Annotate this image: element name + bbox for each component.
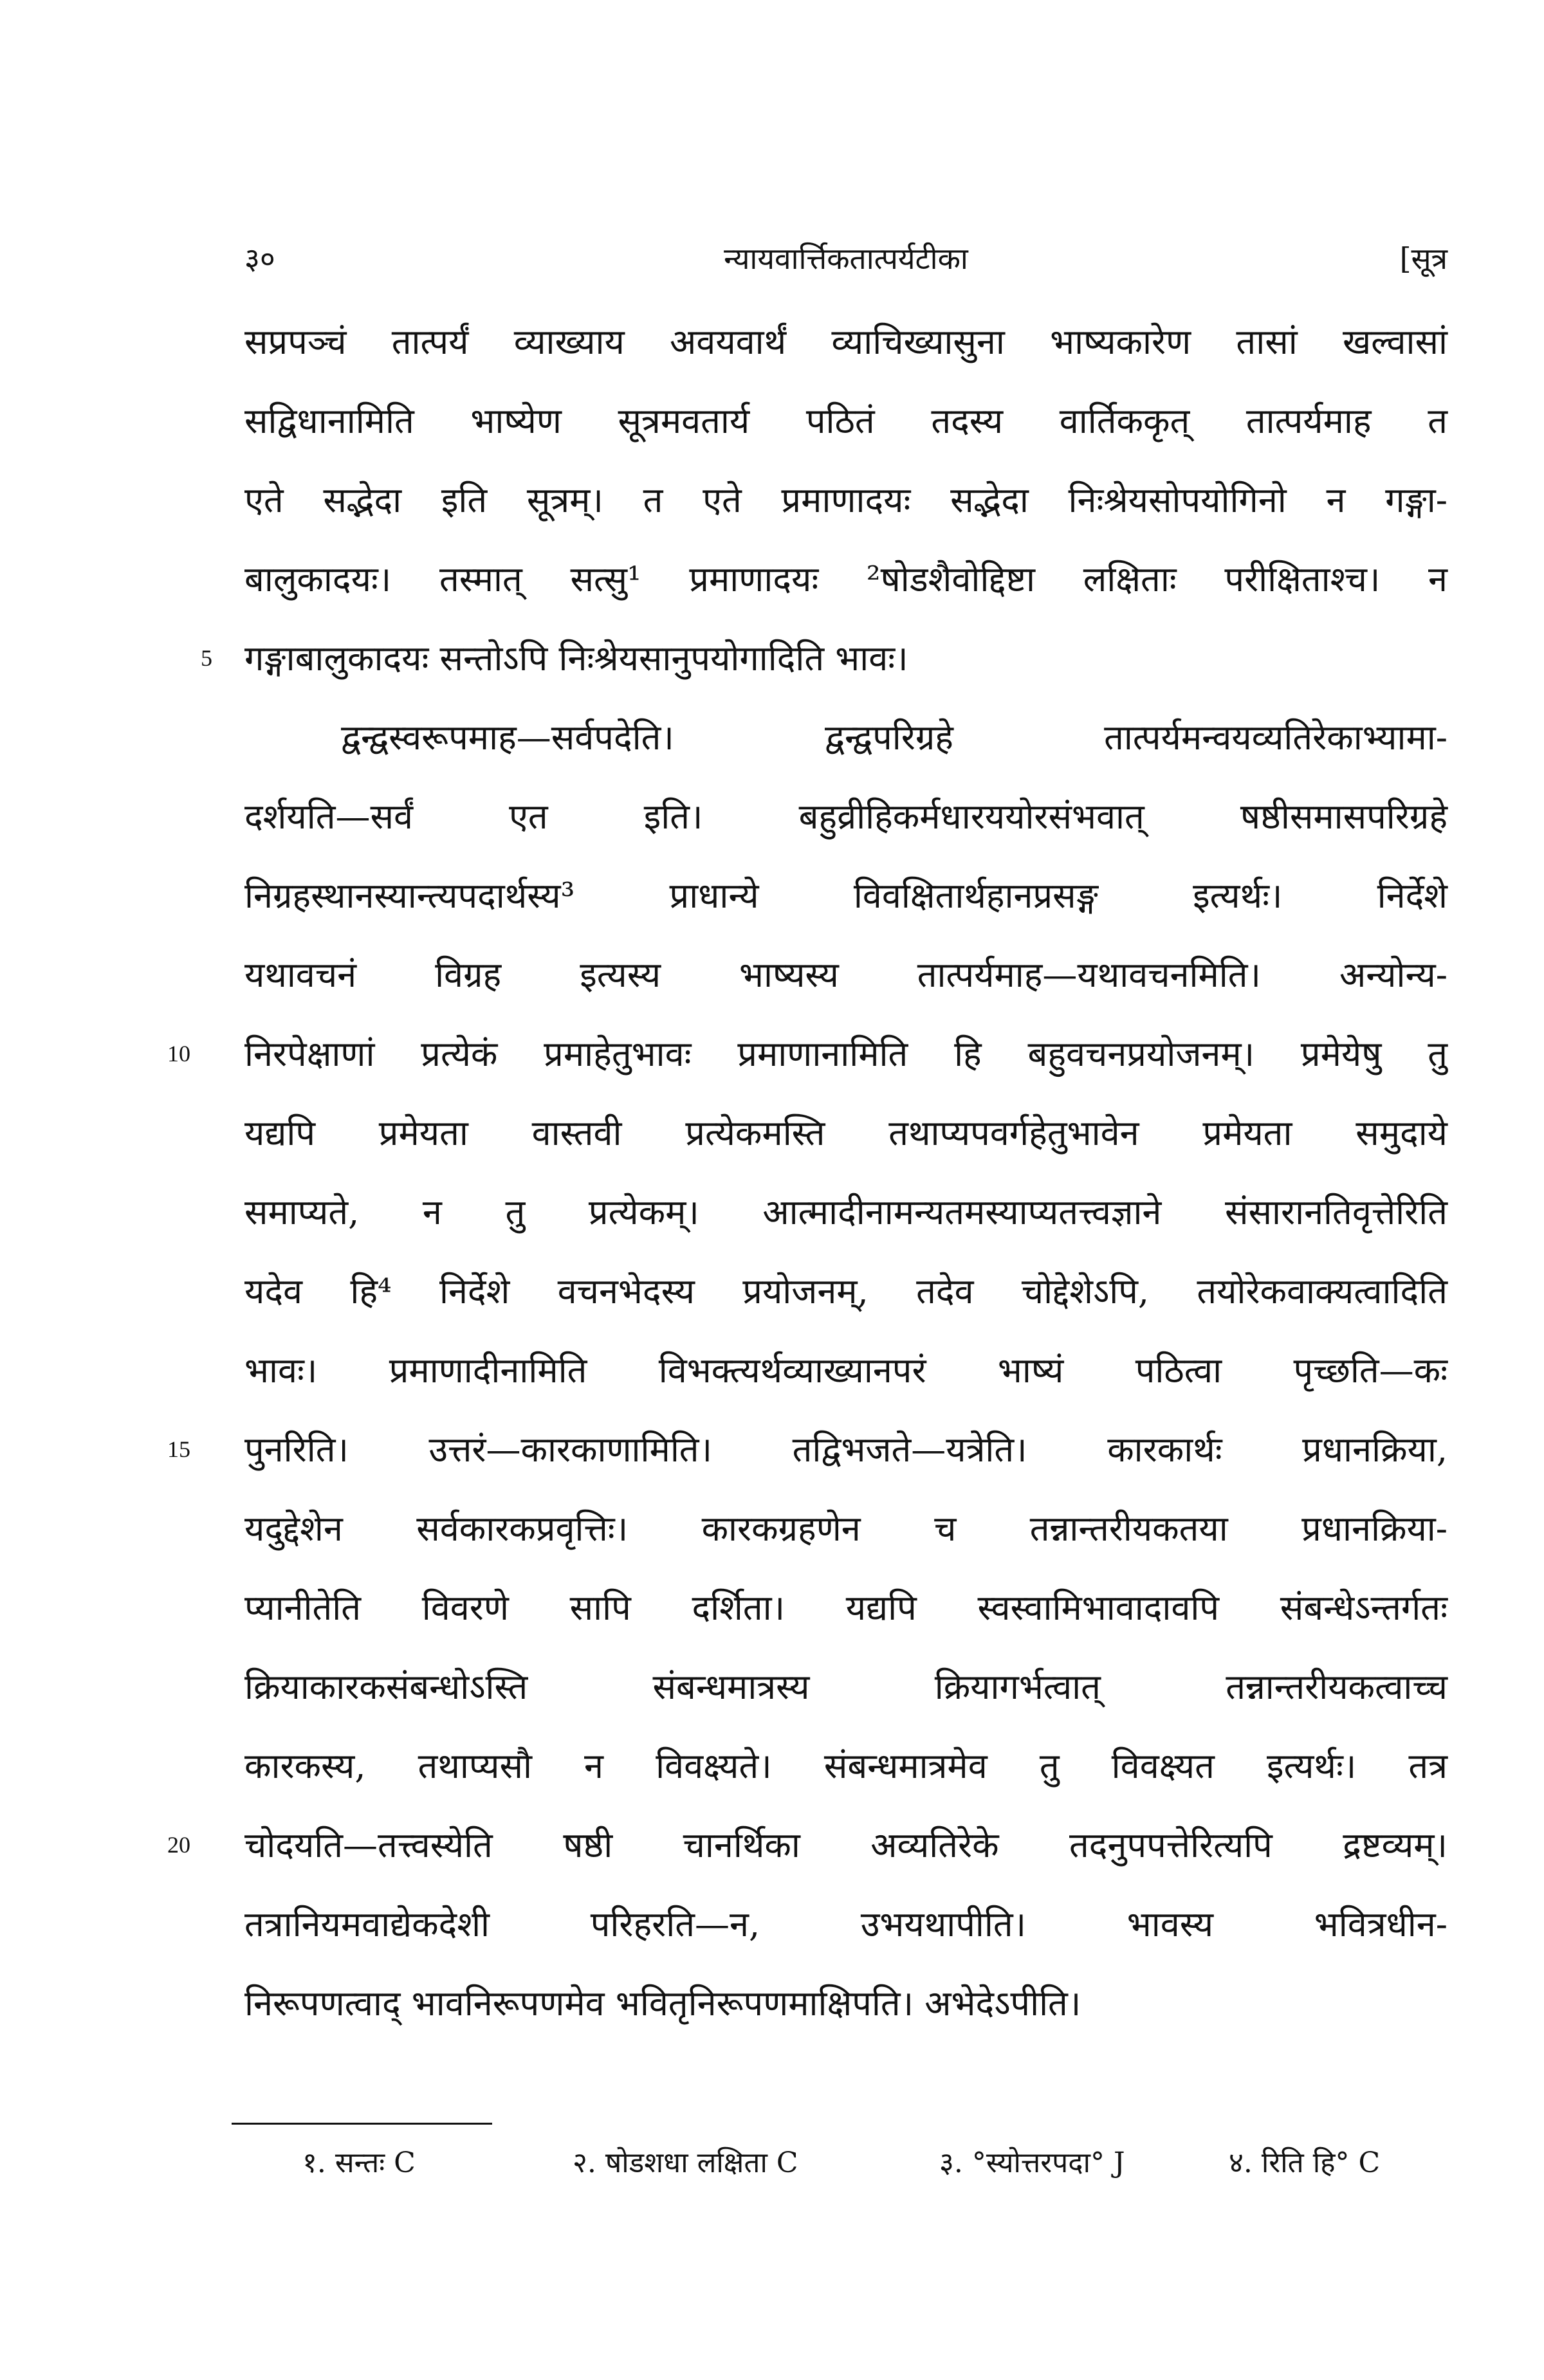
text-line: एते सद्भेदा इति सूत्रम्। त एते प्रमाणादयः सद्भेदा निःश्रेयसोपयोगिनो न गङ्गा-	[244, 480, 1448, 520]
text-line: यदेव हि⁴ निर्देशे वचनभेदस्य प्रयोजनम्, तदेव चोद्देशेऽपि, तयोरेकवाक्यत्वादिति	[244, 1271, 1448, 1312]
text-line: सप्रपञ्चं तात्पर्यं व्याख्याय अवयवार्थं व्याचिख्यासुना भाष्यकारेण तासां खल्वासां	[244, 322, 1448, 362]
footnote: ३. °स्योत्तरपदा° J	[939, 2147, 1125, 2179]
footnotes	[302, 2142, 1448, 2193]
main-text	[167, 302, 1448, 2043]
text-line: 10 निरपेक्षाणां प्रत्येकं प्रमाहेतुभावः प्रमाणानामिति हि बहुवचनप्रयोजनम्। प्रमेयेषु तु	[244, 1014, 1448, 1094]
text-line: भावः। प्रमाणादीनामिति विभक्त्यर्थव्याख्यानपरं भाष्यं पठित्वा पृच्छति—कः	[244, 1350, 1448, 1391]
text-line: द्वन्द्वस्वरूपमाह—सर्वपदेति। द्वन्द्वपरिग्रहे तात्पर्यमन्वयव्यतिरेकाभ्यामा-	[341, 717, 1448, 758]
footnote: ४. रिति हि° C	[1229, 2147, 1381, 2179]
text-line: सद्विधानामिति भाष्येण सूत्रमवतार्य पठितं तदस्य वार्तिककृत् तात्पर्यमाह त	[244, 401, 1448, 441]
text-line: निग्रहस्थानस्यान्त्यपदार्थस्य³ प्राधान्ये विवक्षितार्थहानप्रसङ्ग इत्यर्थः। निर्देशे	[244, 875, 1448, 916]
text-line: निरूपणत्वाद् भावनिरूपणमेव भवितृनिरूपणमाक्षिपति। अभेदेऽपीति।	[244, 1983, 1081, 2024]
text-line: बालुकादयः। तस्मात् सत्सु¹ प्रमाणादयः ²षोडशैवोद्दिष्टा लक्षिताः परीक्षिताश्च। न	[244, 559, 1448, 600]
footnote-rule	[232, 2123, 492, 2125]
book-title: न्यायवार्त्तिकतात्पर्यटीका	[724, 241, 968, 276]
line-number: 5	[201, 645, 212, 671]
footnote: १. सन्तः C	[302, 2147, 416, 2179]
footnote: २. षोडशधा लक्षिता C	[573, 2147, 798, 2179]
text-line: प्यानीतेति विवरणे सापि दर्शिता। यद्यपि स्वस्वामिभावादावपि संबन्धेऽन्तर्गतः	[244, 1588, 1448, 1628]
text-line: कारकस्य, तथाप्यसौ न विवक्ष्यते। संबन्धमात्रमेव तु विवक्ष्यत इत्यर्थः। तत्र	[244, 1746, 1448, 1786]
text-line: यथावचनं विग्रह इत्यस्य भाष्यस्य तात्पर्यमाह—यथावचनमिति। अन्योन्य-	[244, 955, 1448, 995]
line-number: 15	[167, 1436, 190, 1462]
text-line: समाप्यते, न तु प्रत्येकम्। आत्मादीनामन्यतमस्याप्यतत्त्वज्ञाने संसारानतिवृत्तेरिति	[244, 1192, 1448, 1232]
text-line: यद्यपि प्रमेयता वास्तवी प्रत्येकमस्ति तथाप्यपवर्गहेतुभावेन प्रमेयता समुदाये	[244, 1113, 1448, 1153]
text-line: क्रियाकारकसंबन्धोऽस्ति संबन्धमात्रस्य क्रियागर्भत्वात् तन्नान्तरीयकत्वाच्च	[244, 1667, 1448, 1707]
line-number: 20	[167, 1832, 190, 1858]
text-line: यदुद्देशेन सर्वकारकप्रवृत्तिः। कारकग्रहणेन च तन्नान्तरीयकतया प्रधानक्रिया-	[244, 1508, 1448, 1549]
text-line: तत्रानियमवाद्येकदेशी परिहरति—न, उभयथापीति। भावस्य भवित्रधीन-	[244, 1904, 1448, 1945]
section-label: [सूत्र	[1399, 241, 1448, 276]
line-number: 10	[167, 1041, 190, 1066]
running-header	[244, 238, 1448, 289]
page-number: ३०	[244, 241, 275, 276]
text-line: 5 गङ्गाबालुकादयः सन्तोऽपि निःश्रेयसानुपयोगादिति भावः।	[244, 619, 1448, 698]
text-line: दर्शयति—सर्वं एत इति। बहुव्रीहिकर्मधारययोरसंभवात् षष्ठीसमासपरिग्रहे	[244, 796, 1448, 837]
text-line: 15 पुनरिति। उत्तरं—कारकाणामिति। तद्विभजते—यत्रेति। कारकार्थः प्रधानक्रिया,	[244, 1410, 1448, 1489]
text-line: 20 चोदयति—तत्त्वस्येति षष्ठी चानर्थिका अव्यतिरेके तदनुपपत्तेरित्यपि द्रष्टव्यम्।	[244, 1806, 1448, 1885]
